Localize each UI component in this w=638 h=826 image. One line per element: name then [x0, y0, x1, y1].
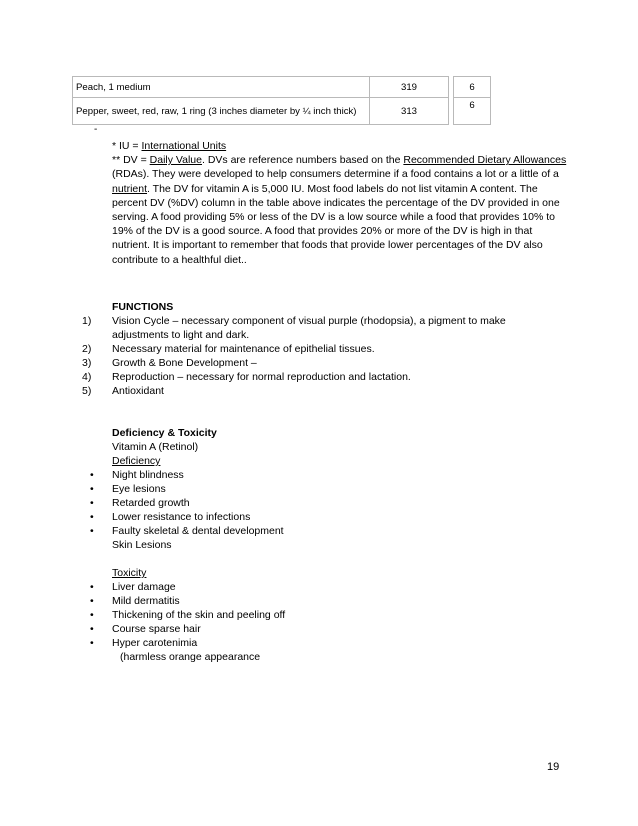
iu-cell: 313 — [370, 98, 449, 125]
table-row — [73, 98, 491, 125]
bullet-icon: • — [90, 609, 94, 621]
daily-value-link[interactable]: Daily Value — [149, 154, 202, 167]
dv-cell: 6 — [454, 98, 491, 125]
toxicity-list — [90, 580, 285, 650]
list-item — [90, 622, 285, 636]
item-text: Thickening of the skin and peeling off — [112, 609, 286, 621]
item-number: 3) — [82, 357, 92, 369]
item-text: Antioxidant — [112, 385, 164, 397]
list-item — [82, 370, 552, 384]
bullet-icon: • — [90, 623, 94, 635]
rda-link[interactable]: Recommended Dietary Allowances — [403, 154, 567, 167]
list-item — [82, 314, 552, 342]
table-row — [73, 77, 491, 98]
list-dash: - — [94, 124, 98, 135]
nutrient-link[interactable]: nutrient — [112, 182, 148, 195]
list-item — [90, 482, 284, 496]
item-text: Course sparse hair — [112, 623, 201, 635]
item-text: Reproduction – necessary for normal reproduction and lactation. — [112, 371, 411, 383]
item-text: Liver damage — [112, 581, 176, 593]
toxicity-extra-note: (harmless orange appearance — [120, 651, 261, 663]
international-units-link[interactable]: International Units — [141, 140, 227, 152]
functions-list — [82, 314, 552, 398]
item-text: Retarded growth — [112, 497, 190, 509]
bullet-icon: • — [90, 497, 94, 509]
list-item — [90, 594, 285, 608]
iu-prefix: * IU = — [112, 140, 142, 152]
bullet-icon: • — [90, 469, 94, 481]
bullet-icon: • — [90, 511, 94, 523]
item-text: Vision Cycle – necessary component of visual purple (rhodopsia), a pigment to make adjustments to light and dark. — [112, 315, 506, 341]
item-text: Night blindness — [112, 469, 184, 481]
list-item — [90, 524, 284, 538]
food-cell: Pepper, sweet, red, raw, 1 ring (3 inches diameter by ¼ inch thick) — [73, 98, 370, 125]
functions-heading: FUNCTIONS — [112, 301, 174, 313]
list-item — [90, 468, 284, 482]
bullet-icon: • — [90, 483, 94, 495]
vitamin-subheading: Vitamin A (Retinol) — [112, 441, 199, 453]
item-text: Mild dermatitis — [112, 595, 180, 607]
deficiency-extra-item: Skin Lesions — [112, 539, 172, 551]
list-item — [90, 608, 285, 622]
rda-suffix-text: (RDAs). They were developed to help consumers determine if a food contains a lot or a little of a — [112, 168, 559, 181]
list-item — [90, 636, 285, 650]
deficiency-list — [90, 468, 284, 538]
iu-cell: 319 — [370, 77, 449, 98]
item-text: Hyper carotenimia — [112, 637, 198, 649]
list-item — [90, 580, 285, 594]
table-footnotes — [112, 139, 572, 267]
nutrient-table — [72, 76, 491, 125]
list-item — [82, 342, 552, 356]
item-text: Lower resistance to infections — [112, 511, 251, 523]
item-text: Growth & Bone Development – — [112, 357, 257, 369]
item-number: 1) — [82, 315, 92, 327]
item-number: 5) — [82, 385, 92, 397]
item-text: Eye lesions — [112, 483, 166, 495]
bullet-icon: • — [90, 637, 94, 649]
list-item — [90, 496, 284, 510]
item-number: 4) — [82, 371, 92, 383]
toxicity-label: Toxicity — [112, 567, 147, 579]
dv-cell: 6 — [454, 77, 491, 98]
dv-rest-text: . The DV for vitamin A is 5,000 IU. Most food labels do not list vitamin A content. The percent DV (%DV) column in the table above indicates the percentage of the DV provided in one serving. A food providing 5% or less of the DV is a low source while a food that provides 10% to 19% of the DV is a good source. A food that provides 20% or more of the DV is high in that nutrient. It is important to remember that foods that provide lower percentages of the DV also contribute to a healthful diet.. — [112, 182, 560, 266]
list-item — [82, 384, 552, 398]
iu-footnote — [112, 139, 572, 153]
item-number: 2) — [82, 343, 92, 355]
bullet-icon: • — [90, 581, 94, 593]
bullet-icon: • — [90, 595, 94, 607]
list-item — [82, 356, 552, 370]
deficiency-toxicity-heading: Deficiency & Toxicity — [112, 427, 217, 439]
dv-footnote — [112, 153, 572, 267]
item-text: Faulty skeletal & dental development — [112, 525, 284, 537]
food-cell: Peach, 1 medium — [73, 77, 370, 98]
dv-prefix: ** DV = — [112, 154, 150, 167]
dv-mid-text: . DVs are reference numbers based on the — [202, 154, 404, 167]
list-item — [90, 510, 284, 524]
bullet-icon: • — [90, 525, 94, 537]
page-number: 19 — [547, 761, 560, 773]
item-text: Necessary material for maintenance of epithelial tissues. — [112, 343, 375, 355]
deficiency-label: Deficiency — [112, 455, 161, 467]
